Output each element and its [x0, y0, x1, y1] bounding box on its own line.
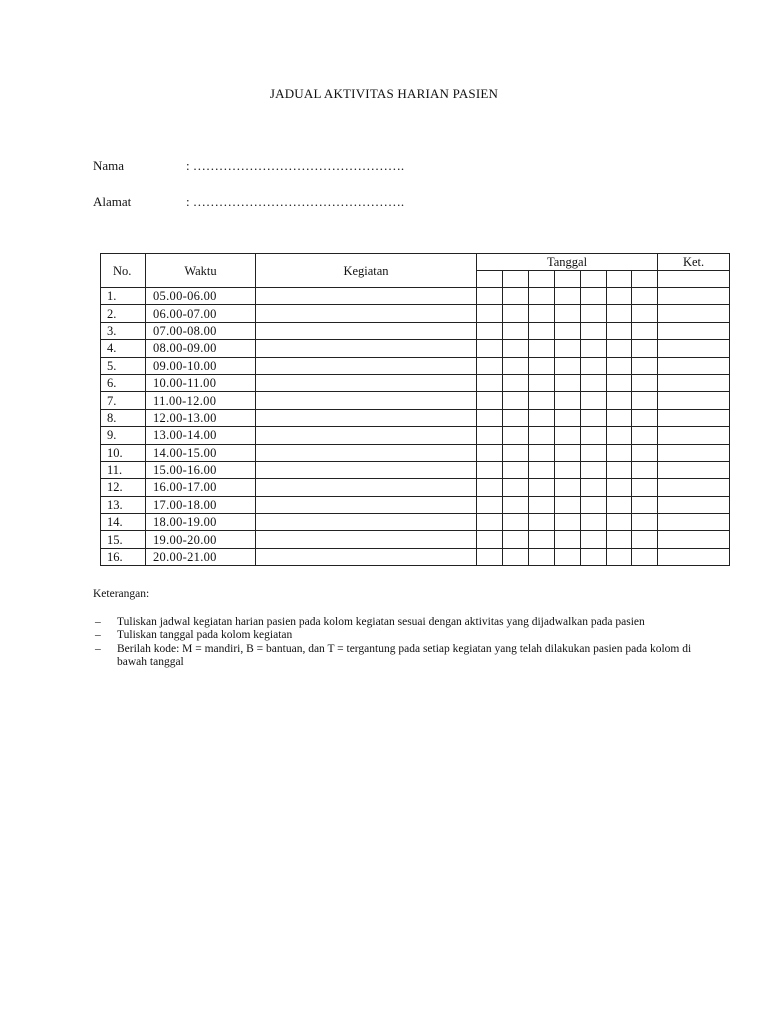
note-cell[interactable]: [658, 409, 730, 426]
date-code-cell[interactable]: [632, 409, 658, 426]
notes-section: [93, 588, 693, 670]
header-tanggal: Tanggal: [477, 254, 658, 271]
note-text: Tuliskan jadwal kegiatan harian pasien pada kolom kegiatan sesuai dengan aktivitas yang dijadwalkan pada pasien: [117, 615, 645, 628]
date-code-cell[interactable]: [632, 392, 658, 409]
note-text: Berilah kode: M = mandiri, B = bantuan, dan T = tergantung pada setiap kegiatan yang telah dilakukan pasien pada kolom di bawah tanggal: [117, 642, 692, 668]
activity-cell[interactable]: [256, 461, 477, 478]
date-code-cell[interactable]: [503, 288, 529, 305]
date-code-cell[interactable]: [632, 496, 658, 513]
note-cell[interactable]: [658, 548, 730, 565]
date-code-cell[interactable]: [503, 392, 529, 409]
date-code-cell[interactable]: [581, 288, 607, 305]
note-item: [93, 643, 693, 670]
date-code-cell[interactable]: [503, 496, 529, 513]
note-cell[interactable]: [658, 288, 730, 305]
date-subheader-cell[interactable]: [632, 271, 658, 288]
date-code-cell[interactable]: [632, 548, 658, 565]
date-subheader-cell[interactable]: [477, 271, 503, 288]
note-cell[interactable]: [658, 305, 730, 322]
date-code-cell[interactable]: [632, 461, 658, 478]
row-number: 3.: [101, 322, 146, 339]
note-cell[interactable]: [658, 392, 730, 409]
field-alamat: [93, 193, 404, 211]
date-subheader-cell[interactable]: [607, 271, 632, 288]
date-code-cell[interactable]: [581, 374, 607, 391]
date-code-cell[interactable]: [607, 322, 632, 339]
date-code-cell[interactable]: [607, 409, 632, 426]
row-number: 7.: [101, 392, 146, 409]
note-cell[interactable]: [658, 514, 730, 531]
header-waktu: Waktu: [146, 254, 256, 288]
table-row: [101, 496, 730, 513]
date-code-cell[interactable]: [477, 514, 503, 531]
date-code-cell[interactable]: [555, 479, 581, 496]
date-code-cell[interactable]: [529, 340, 555, 357]
date-code-cell[interactable]: [477, 340, 503, 357]
date-code-cell[interactable]: [503, 374, 529, 391]
document-title: JADUAL AKTIVITAS HARIAN PASIEN: [269, 86, 499, 101]
date-code-cell[interactable]: [607, 288, 632, 305]
note-cell[interactable]: [658, 322, 730, 339]
row-time: 20.00-21.00: [146, 548, 256, 565]
table-row: [101, 357, 730, 374]
date-code-cell[interactable]: [477, 322, 503, 339]
activity-cell[interactable]: [256, 357, 477, 374]
date-code-cell[interactable]: [607, 514, 632, 531]
note-cell[interactable]: [658, 374, 730, 391]
date-code-cell[interactable]: [503, 340, 529, 357]
field-nama-value: : ………………………………………….: [186, 158, 405, 173]
date-code-cell[interactable]: [632, 374, 658, 391]
row-time: 15.00-16.00: [146, 461, 256, 478]
activity-cell[interactable]: [256, 548, 477, 565]
row-number: 11.: [101, 461, 146, 478]
date-code-cell[interactable]: [632, 514, 658, 531]
date-code-cell[interactable]: [607, 427, 632, 444]
activity-cell[interactable]: [256, 444, 477, 461]
row-time: 10.00-11.00: [146, 374, 256, 391]
date-code-cell[interactable]: [632, 357, 658, 374]
row-time: 18.00-19.00: [146, 514, 256, 531]
activity-cell[interactable]: [256, 322, 477, 339]
row-time: 08.00-09.00: [146, 340, 256, 357]
activity-cell[interactable]: [256, 409, 477, 426]
date-code-cell[interactable]: [503, 322, 529, 339]
notes-title: Keterangan:: [93, 588, 150, 600]
date-code-cell[interactable]: [529, 496, 555, 513]
row-time: 11.00-12.00: [146, 392, 256, 409]
table-row: [101, 514, 730, 531]
table-row: [101, 427, 730, 444]
date-code-cell[interactable]: [607, 392, 632, 409]
date-code-cell[interactable]: [503, 531, 529, 548]
date-code-cell[interactable]: [581, 427, 607, 444]
date-code-cell[interactable]: [607, 305, 632, 322]
date-code-cell[interactable]: [607, 357, 632, 374]
date-code-cell[interactable]: [529, 392, 555, 409]
date-code-cell[interactable]: [503, 461, 529, 478]
row-time: 14.00-15.00: [146, 444, 256, 461]
date-code-cell[interactable]: [529, 479, 555, 496]
table-row: [101, 548, 730, 565]
date-code-cell[interactable]: [503, 427, 529, 444]
date-code-cell[interactable]: [555, 496, 581, 513]
date-code-cell[interactable]: [503, 305, 529, 322]
date-code-cell[interactable]: [632, 531, 658, 548]
table-row: [101, 322, 730, 339]
date-code-cell[interactable]: [503, 479, 529, 496]
note-cell[interactable]: [658, 461, 730, 478]
date-code-cell[interactable]: [607, 548, 632, 565]
date-code-cell[interactable]: [581, 514, 607, 531]
date-code-cell[interactable]: [529, 357, 555, 374]
table-row: [101, 305, 730, 322]
row-number: 10.: [101, 444, 146, 461]
date-code-cell[interactable]: [632, 479, 658, 496]
date-code-cell[interactable]: [555, 322, 581, 339]
row-number: 4.: [101, 340, 146, 357]
activity-cell[interactable]: [256, 496, 477, 513]
date-code-cell[interactable]: [555, 392, 581, 409]
date-code-cell[interactable]: [529, 305, 555, 322]
activity-cell[interactable]: [256, 340, 477, 357]
table-row: [101, 461, 730, 478]
activity-cell[interactable]: [256, 479, 477, 496]
activity-cell[interactable]: [256, 305, 477, 322]
date-code-cell[interactable]: [477, 531, 503, 548]
date-code-cell[interactable]: [607, 374, 632, 391]
date-code-cell[interactable]: [477, 409, 503, 426]
table-row: [101, 479, 730, 496]
row-time: 13.00-14.00: [146, 427, 256, 444]
table-row: [101, 409, 730, 426]
date-code-cell[interactable]: [581, 531, 607, 548]
date-code-cell[interactable]: [632, 444, 658, 461]
table-row: [101, 444, 730, 461]
date-code-cell[interactable]: [581, 461, 607, 478]
date-code-cell[interactable]: [477, 461, 503, 478]
table-row: [101, 531, 730, 548]
table-row: [101, 340, 730, 357]
date-code-cell[interactable]: [529, 427, 555, 444]
date-code-cell[interactable]: [581, 357, 607, 374]
date-code-cell[interactable]: [555, 357, 581, 374]
date-code-cell[interactable]: [581, 305, 607, 322]
date-code-cell[interactable]: [503, 444, 529, 461]
date-code-cell[interactable]: [477, 427, 503, 444]
date-code-cell[interactable]: [529, 461, 555, 478]
row-number: 8.: [101, 409, 146, 426]
date-code-cell[interactable]: [581, 496, 607, 513]
date-subheader-cell[interactable]: [503, 271, 529, 288]
date-code-cell[interactable]: [632, 288, 658, 305]
date-code-cell[interactable]: [607, 340, 632, 357]
date-code-cell[interactable]: [607, 531, 632, 548]
date-code-cell[interactable]: [555, 514, 581, 531]
date-code-cell[interactable]: [529, 322, 555, 339]
note-text: Tuliskan tanggal pada kolom kegiatan: [117, 629, 293, 641]
row-time: 07.00-08.00: [146, 322, 256, 339]
row-number: 9.: [101, 427, 146, 444]
table-row: [101, 392, 730, 409]
date-code-cell[interactable]: [477, 288, 503, 305]
row-number: 16.: [101, 548, 146, 565]
date-code-cell[interactable]: [503, 548, 529, 565]
date-code-cell[interactable]: [632, 305, 658, 322]
date-code-cell[interactable]: [503, 357, 529, 374]
date-subheader-cell[interactable]: [529, 271, 555, 288]
date-code-cell[interactable]: [477, 305, 503, 322]
field-nama: [93, 157, 404, 175]
date-code-cell[interactable]: [632, 322, 658, 339]
date-code-cell[interactable]: [555, 340, 581, 357]
date-code-cell[interactable]: [632, 427, 658, 444]
activity-cell[interactable]: [256, 392, 477, 409]
note-cell[interactable]: [658, 444, 730, 461]
date-code-cell[interactable]: [477, 357, 503, 374]
date-code-cell[interactable]: [529, 548, 555, 565]
table-row: [101, 374, 730, 391]
date-code-cell[interactable]: [607, 444, 632, 461]
note-cell[interactable]: [658, 531, 730, 548]
date-code-cell[interactable]: [581, 479, 607, 496]
date-code-cell[interactable]: [555, 305, 581, 322]
date-code-cell[interactable]: [607, 479, 632, 496]
date-code-cell[interactable]: [555, 427, 581, 444]
date-code-cell[interactable]: [581, 322, 607, 339]
date-code-cell[interactable]: [477, 496, 503, 513]
date-code-cell[interactable]: [632, 340, 658, 357]
dash-bullet-icon: –: [95, 642, 101, 655]
activity-cell[interactable]: [256, 531, 477, 548]
date-subheader-cell[interactable]: [555, 271, 581, 288]
row-number: 14.: [101, 514, 146, 531]
header-no: No.: [101, 254, 146, 288]
date-code-cell[interactable]: [581, 548, 607, 565]
table-row: [101, 288, 730, 305]
dash-bullet-icon: –: [95, 629, 101, 641]
header-ket: Ket.: [658, 254, 730, 271]
date-code-cell[interactable]: [477, 374, 503, 391]
date-code-cell[interactable]: [555, 444, 581, 461]
notes-list: [93, 616, 693, 670]
row-time: 12.00-13.00: [146, 409, 256, 426]
activity-cell[interactable]: [256, 514, 477, 531]
activity-cell[interactable]: [256, 374, 477, 391]
date-subheader-cell[interactable]: [581, 271, 607, 288]
date-code-cell[interactable]: [581, 409, 607, 426]
row-time: 17.00-18.00: [146, 496, 256, 513]
row-number: 15.: [101, 531, 146, 548]
date-code-cell[interactable]: [581, 444, 607, 461]
row-number: 12.: [101, 479, 146, 496]
note-cell[interactable]: [658, 496, 730, 513]
note-item: [93, 616, 693, 630]
date-code-cell[interactable]: [607, 496, 632, 513]
note-cell[interactable]: [658, 340, 730, 357]
ket-subheader-cell[interactable]: [658, 271, 730, 288]
date-code-cell[interactable]: [555, 374, 581, 391]
date-code-cell[interactable]: [529, 531, 555, 548]
activity-cell[interactable]: [256, 288, 477, 305]
row-number: 5.: [101, 357, 146, 374]
row-time: 06.00-07.00: [146, 305, 256, 322]
field-alamat-value: : ………………………………………….: [186, 194, 405, 209]
schedule-table: [100, 253, 730, 566]
note-cell[interactable]: [658, 479, 730, 496]
date-code-cell[interactable]: [555, 409, 581, 426]
date-code-cell[interactable]: [477, 548, 503, 565]
date-code-cell[interactable]: [581, 340, 607, 357]
row-time: 05.00-06.00: [146, 288, 256, 305]
date-code-cell[interactable]: [477, 392, 503, 409]
date-code-cell[interactable]: [503, 409, 529, 426]
row-number: 13.: [101, 496, 146, 513]
date-code-cell[interactable]: [529, 444, 555, 461]
row-time: 19.00-20.00: [146, 531, 256, 548]
date-code-cell[interactable]: [477, 479, 503, 496]
date-code-cell[interactable]: [581, 392, 607, 409]
date-code-cell[interactable]: [529, 514, 555, 531]
field-nama-label: Nama: [93, 158, 125, 173]
note-item: [93, 629, 693, 643]
date-code-cell[interactable]: [529, 288, 555, 305]
header-kegiatan: Kegiatan: [256, 254, 477, 288]
dash-bullet-icon: –: [95, 615, 101, 628]
note-cell[interactable]: [658, 427, 730, 444]
row-time: 16.00-17.00: [146, 479, 256, 496]
date-code-cell[interactable]: [529, 374, 555, 391]
note-cell[interactable]: [658, 357, 730, 374]
date-code-cell[interactable]: [477, 444, 503, 461]
field-alamat-label: Alamat: [93, 194, 132, 209]
date-code-cell[interactable]: [555, 288, 581, 305]
date-code-cell[interactable]: [607, 461, 632, 478]
row-number: 6.: [101, 374, 146, 391]
date-code-cell[interactable]: [555, 548, 581, 565]
date-code-cell[interactable]: [503, 514, 529, 531]
row-number: 2.: [101, 305, 146, 322]
date-code-cell[interactable]: [555, 531, 581, 548]
date-code-cell[interactable]: [555, 461, 581, 478]
row-time: 09.00-10.00: [146, 357, 256, 374]
date-code-cell[interactable]: [529, 409, 555, 426]
row-number: 1.: [101, 288, 146, 305]
activity-cell[interactable]: [256, 427, 477, 444]
